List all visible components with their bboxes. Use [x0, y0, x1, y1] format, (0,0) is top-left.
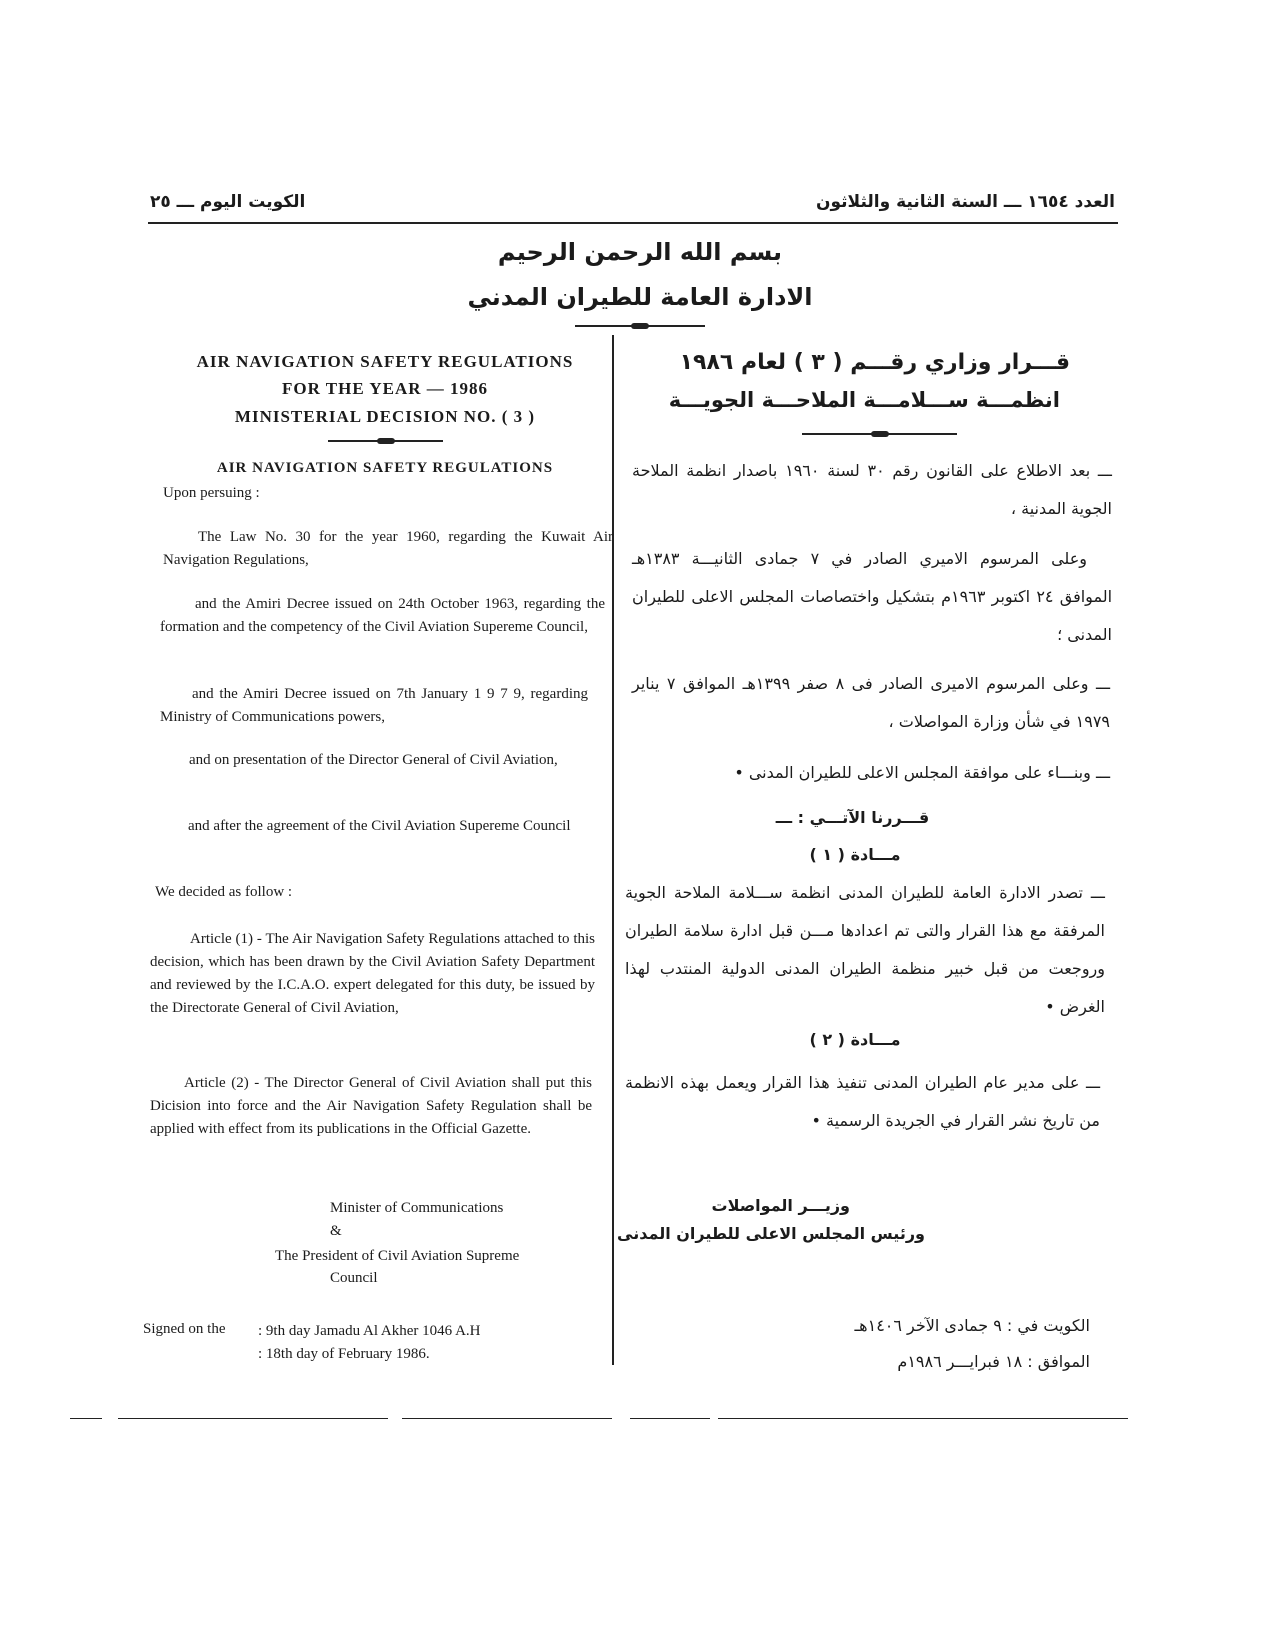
arabic-article-1: ـــ تصدر الادارة العامة للطيران المدنى انظمة ســـلامة الملاحة الجوية المرفقة مع هذا القرار والتى تم اعدادها مـــن قبل ادارة سلامة الطيران وروجعت من قبل خبير منظمة الطيران المدنى الدولية المنتدب لهذا الغرض •	[625, 883, 1105, 1016]
english-paragraph-1: The Law No. 30 for the year 1960, regarding the Kuwait Air Navigation Regulations,	[163, 529, 613, 568]
english-upon: Upon persuing :	[163, 485, 260, 501]
arabic-paragraph-4: ـــ وبنـــاء على موافقة المجلس الاعلى للطيران المدنى •	[734, 763, 1110, 782]
authority-title: الادارة العامة للطيران المدني	[467, 283, 813, 311]
footer-rule-1	[70, 1418, 102, 1419]
english-paragraph-2: and the Amiri Decree issued on 24th October 1963, regarding the formation and the competency of the Civil Aviation Supereme Council,	[160, 596, 605, 635]
english-title-line-2: FOR THE YEAR — 1986	[281, 379, 489, 398]
footer-rule-4	[630, 1418, 710, 1419]
english-paragraph-3: and the Amiri Decree issued on 7th January 1 9 7 9, regarding Ministry of Communications powers,	[160, 686, 588, 725]
basmala: بسم الله الرحمن الرحيم	[497, 238, 783, 266]
arabic-signature-line-2: ورئيس المجلس الاعلى للطيران المدنى	[617, 1224, 925, 1243]
arabic-paragraph-1: ـــ بعد الاطلاع على القانون رقم ٣٠ لسنة ١٩٦٠ باصدار انظمة الملاحة الجوية المدنية ،	[632, 461, 1112, 518]
english-signature-line-1: Minister of Communications	[330, 1200, 504, 1216]
english-article-2: Article (2) - The Director General of Civil Aviation shall put this Dicision into force and the Air Navigation Safety Regulation shall be applied with effect from its publications in the Official Gazette.	[150, 1075, 592, 1137]
arabic-signature-line-1: وزيـــر المواصلات	[711, 1196, 850, 1215]
arabic-paragraph-2: وعلى المرسوم الاميري الصادر في ٧ جمادى الثانيـــة ١٣٨٣هـ الموافق ٢٤ اكتوبر ١٩٦٣م بتشكيل واختصاصات المجلس الاعلى للطيران المدنى ؛	[632, 549, 1113, 644]
arabic-article-1-heading: مـــادة ( ١ )	[809, 845, 901, 864]
english-signed-label: Signed on the	[143, 1321, 226, 1337]
footer-rule-3	[402, 1418, 612, 1419]
arabic-title-line-1: قـــرار وزاري رقـــم ( ٣ ) لعام ١٩٨٦	[679, 350, 1070, 375]
arabic-decided: قـــررنا الآتـــي : ـــ	[775, 808, 930, 827]
english-signed-date-hijri: : 9th day Jamadu Al Akher 1046 A.H	[258, 1323, 481, 1339]
arabic-date-hijri: الكويت في : ٩ جمادى الآخر ١٤٠٦هـ	[854, 1316, 1090, 1335]
arabic-title-ornament	[802, 433, 957, 435]
arabic-date-gregorian: الموافق : ١٨ فبرايـــر ١٩٨٦م	[897, 1352, 1090, 1371]
english-decided: We decided as follow :	[155, 884, 293, 900]
english-title-line-1: AIR NAVIGATION SAFETY REGULATIONS	[196, 352, 574, 371]
english-title-ornament	[328, 440, 443, 442]
arabic-paragraph-3: ـــ وعلى المرسوم الاميرى الصادر فى ٨ صفر ١٣٩٩هـ الموافق ٧ يناير ١٩٧٩ في شأن وزارة المواصلات ،	[632, 674, 1110, 731]
english-signature-line-4: Council	[330, 1270, 378, 1286]
header-issue-label: العدد ١٦٥٤ ـــ السنة الثانية والثلاثون	[815, 192, 1115, 212]
arabic-title-line-2: انظمـــة ســـلامـــة الملاحـــة الجويـــة	[668, 388, 1060, 412]
english-article-1: Article (1) - The Air Navigation Safety Regulations attached to this decision, which has been drawn by the Civil Aviation Safety Department and reviewed by the I.C.A.O. expert delegated for this duty, be issued by the Directorate General of Civil Aviation,	[150, 931, 595, 1016]
header-page-label: الكويت اليوم ـــ ٢٥	[150, 192, 306, 212]
english-signature-line-3: The President of Civil Aviation Supreme	[275, 1248, 520, 1264]
english-paragraph-4: and on presentation of the Director General of Civil Aviation,	[189, 752, 558, 768]
arabic-article-2-heading: مـــادة ( ٢ )	[809, 1030, 901, 1049]
footer-rule-2	[118, 1418, 388, 1419]
english-title-line-3: MINISTERIAL DECISION NO. ( 3 )	[234, 407, 536, 426]
footer-rule-5	[718, 1418, 1128, 1419]
header-rule	[148, 222, 1118, 224]
english-subtitle: AIR NAVIGATION SAFETY REGULATIONS	[216, 460, 554, 476]
column-divider	[612, 335, 614, 1365]
arabic-article-2: ـــ على مدير عام الطيران المدنى تنفيذ هذا القرار ويعمل بهذه الانظمة من تاريخ نشر القرار في الجريدة الرسمية •	[625, 1073, 1100, 1130]
title-ornament	[575, 325, 705, 327]
english-signed-date-gregorian: : 18th day of February 1986.	[258, 1346, 430, 1362]
english-paragraph-5: and after the agreement of the Civil Aviation Supereme Council	[188, 818, 571, 834]
english-signature-line-2: &	[330, 1223, 342, 1239]
